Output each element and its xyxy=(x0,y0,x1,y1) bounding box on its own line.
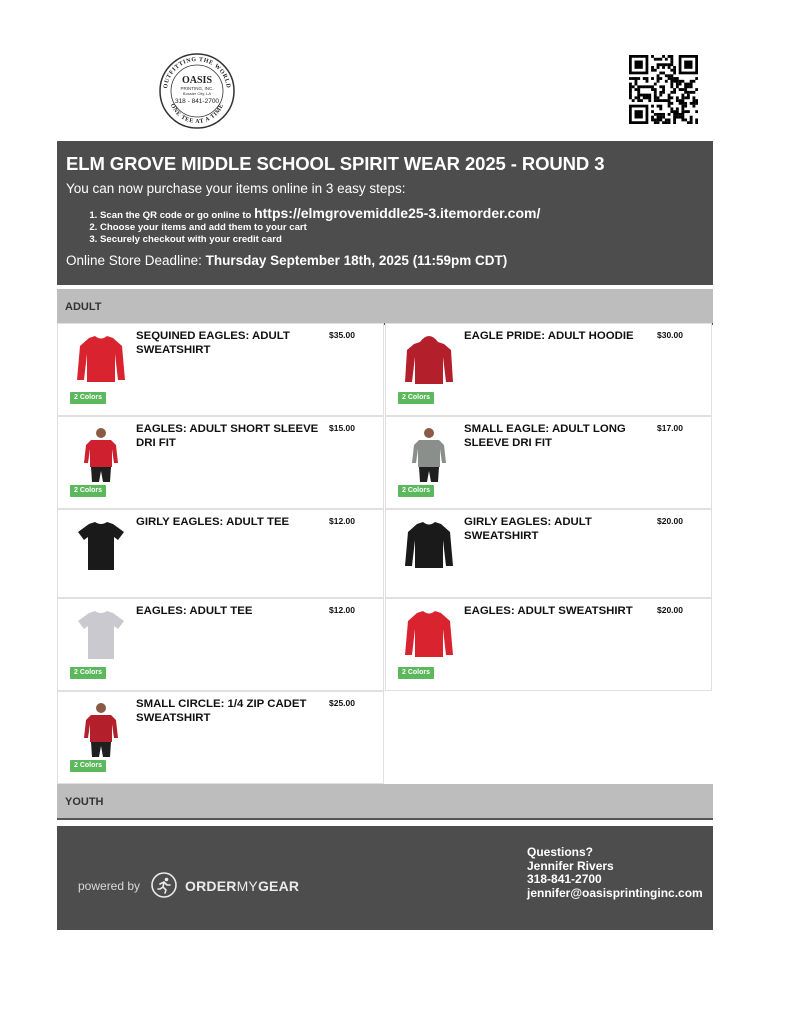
product-price: $12.00 xyxy=(329,605,355,615)
product-card[interactable] xyxy=(57,598,384,691)
contact-name: Jennifer Rivers xyxy=(527,858,614,873)
red-hoodie-image[interactable] xyxy=(400,332,458,390)
product-name[interactable]: SMALL EAGLE: ADULT LONG SLEEVE DRI FIT xyxy=(464,423,626,449)
seal-name: OASIS xyxy=(181,75,213,86)
seal-arc-bottom: ONE TEE AT A TIME xyxy=(168,102,226,126)
questions-heading: Questions? xyxy=(527,845,594,859)
product-card[interactable] xyxy=(57,416,384,509)
product-price: $25.00 xyxy=(329,698,355,708)
product-name[interactable]: GIRLY EAGLES: ADULT TEE xyxy=(136,516,290,528)
product-name[interactable]: SEQUINED EAGLES: ADULT SWEATSHIRT xyxy=(136,330,290,356)
colors-badge: 2 Colors xyxy=(398,667,434,679)
page-title: ELM GROVE MIDDLE SCHOOL SPIRIT WEAR 2025 - ROUND 3 xyxy=(66,153,605,174)
deadline-line xyxy=(66,253,507,268)
product-card[interactable] xyxy=(385,509,712,598)
ordermygear-logo-text xyxy=(185,878,299,894)
product-card[interactable] xyxy=(385,416,712,509)
seal-arc-top: OUTFITTING THE WORLD xyxy=(163,56,231,89)
section-youth-label: YOUTH xyxy=(65,796,104,808)
seal-line2: Bossier City, LA xyxy=(182,91,212,96)
colors-badge: 2 Colors xyxy=(70,392,106,404)
section-adult-label: ADULT xyxy=(65,301,102,313)
product-price: $15.00 xyxy=(329,423,355,433)
oasis-printing-seal-logo xyxy=(158,52,236,130)
product-name[interactable]: EAGLES: ADULT TEE xyxy=(136,605,253,617)
step-2: 2. Choose your items and add them to your cart xyxy=(100,222,540,234)
product-price: $20.00 xyxy=(657,516,683,526)
steps-list xyxy=(66,207,540,246)
grey-tee-image[interactable] xyxy=(72,607,130,665)
black-tee-image[interactable] xyxy=(72,518,130,576)
intro-text: You can now purchase your items online in 3 easy steps: xyxy=(66,181,406,196)
product-name[interactable]: EAGLES: ADULT SWEATSHIRT xyxy=(464,605,633,617)
seal-phone: 318 - 841-2700 xyxy=(174,98,220,105)
product-card[interactable] xyxy=(57,691,384,784)
product-card[interactable] xyxy=(385,598,712,691)
brand-order: ORDER xyxy=(185,878,237,894)
product-price: $12.00 xyxy=(329,516,355,526)
contact-email[interactable]: jennifer@oasisprintinginc.com xyxy=(527,885,703,900)
product-name[interactable]: GIRLY EAGLES: ADULT SWEATSHIRT xyxy=(464,516,592,542)
colors-badge: 2 Colors xyxy=(398,392,434,404)
qr-code-image[interactable] xyxy=(629,55,698,124)
model-grey-shirt-image[interactable] xyxy=(400,425,458,483)
brand-gear: GEAR xyxy=(257,878,300,894)
step-1-text: Scan the QR code or go online to xyxy=(100,210,252,221)
colors-badge: 2 Colors xyxy=(70,485,106,497)
colors-badge: 2 Colors xyxy=(70,667,106,679)
step-3: 3. Securely checkout with your credit card xyxy=(100,234,540,246)
model-red-shirt-image[interactable] xyxy=(72,425,130,483)
powered-by-text: powered by xyxy=(78,879,141,893)
contact-phone[interactable]: 318-841-2700 xyxy=(527,872,602,886)
product-price: $30.00 xyxy=(657,330,683,340)
red-sweatshirt-image[interactable] xyxy=(400,607,458,665)
deadline-label: Online Store Deadline: xyxy=(66,253,202,268)
colors-badge: 2 Colors xyxy=(70,760,106,772)
product-card[interactable] xyxy=(57,509,384,598)
step-1 xyxy=(100,207,540,222)
seal-line1: PRINTING, INC. xyxy=(180,86,214,91)
footer-panel xyxy=(57,826,713,930)
section-adult xyxy=(57,289,713,325)
brand-my: MY xyxy=(236,878,258,894)
product-price: $17.00 xyxy=(657,423,683,433)
red-sweatshirt-image[interactable] xyxy=(72,332,130,390)
product-name[interactable]: EAGLE PRIDE: ADULT HOODIE xyxy=(464,330,634,342)
product-card[interactable] xyxy=(385,323,712,416)
product-price: $20.00 xyxy=(657,605,683,615)
product-name[interactable]: SMALL CIRCLE: 1/4 ZIP CADET SWEATSHIRT xyxy=(136,698,307,724)
product-name[interactable]: EAGLES: ADULT SHORT SLEEVE DRI FIT xyxy=(136,423,319,449)
store-url-link[interactable]: https://elmgrovemiddle25-3.itemorder.com/ xyxy=(254,205,541,221)
store-header-panel xyxy=(57,141,713,285)
contact-block xyxy=(527,846,703,900)
black-sweatshirt-image[interactable] xyxy=(400,518,458,576)
section-youth xyxy=(57,784,713,820)
runner-icon xyxy=(151,872,177,898)
product-price: $35.00 xyxy=(329,330,355,340)
product-card[interactable] xyxy=(57,323,384,416)
colors-badge: 2 Colors xyxy=(398,485,434,497)
model-red-zip-image[interactable] xyxy=(72,700,130,758)
deadline-value: Thursday September 18th, 2025 (11:59pm CDT) xyxy=(205,253,508,268)
